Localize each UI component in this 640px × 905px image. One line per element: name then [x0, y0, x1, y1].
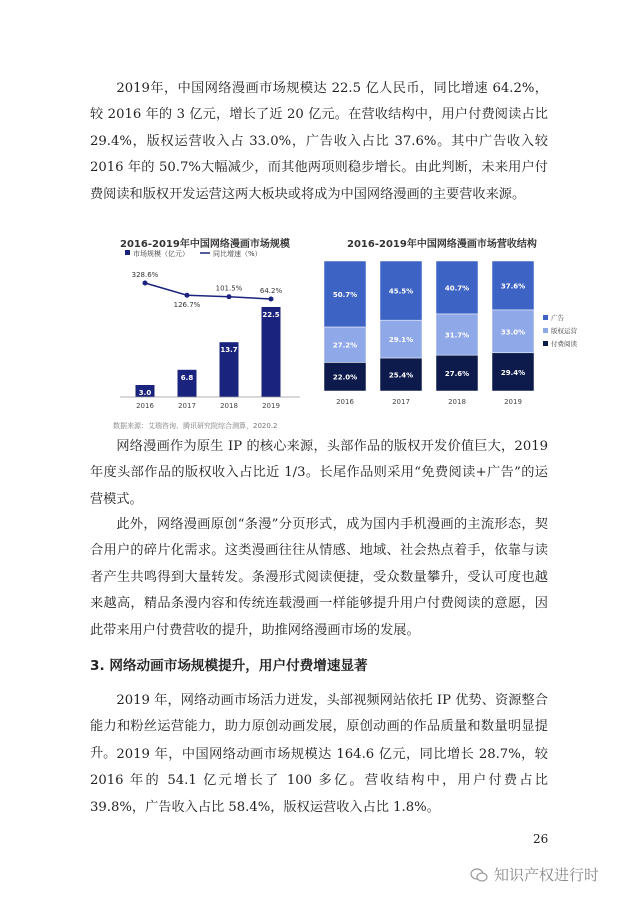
legend-bar-swatch: [125, 250, 130, 255]
seg-label-付费阅读-2017: 25.4%: [388, 371, 414, 380]
wechat-icon: [470, 868, 488, 882]
seg-label-广告-2018: 40.7%: [444, 284, 470, 293]
growth-label-2018: 101.5%: [215, 284, 243, 293]
market-size-chart: [105, 247, 305, 415]
legend-swatch-版权运营: [543, 328, 548, 333]
seg-label-版权运营-2016: 27.2%: [332, 341, 358, 350]
page-number: 26: [533, 832, 549, 846]
seg-label-版权运营-2018: 31.7%: [444, 331, 470, 340]
bar-label-2018: 13.7: [220, 346, 238, 355]
seg-label-广告-2017: 45.5%: [388, 287, 414, 296]
bar-label-2019: 22.5: [262, 311, 280, 319]
growth-label-2016: 328.6%: [131, 271, 159, 279]
growth-point-2019: [269, 297, 274, 302]
paragraph-5: 2019 年，中国网络动画市场规模达 164.6 亿元，同比增长 28.7%，较 2016 年的 54.1 亿元增长了 100 多亿。营收结构中，用户付费占比 39.8%，广告收入占比 58.4%，版权运营收入占比 1.8%。: [90, 747, 548, 815]
x-tick-2017: 2017: [178, 402, 196, 410]
x-tick-2019: 2019: [504, 398, 522, 406]
growth-point-2016: [143, 281, 148, 286]
section-heading: 3. 网络动画市场规模提升，用户付费增速显著: [90, 658, 368, 674]
seg-label-版权运营-2019: 33.0%: [500, 328, 526, 337]
x-tick-2016: 2016: [136, 402, 154, 410]
seg-label-付费阅读-2019: 29.4%: [500, 368, 526, 377]
growth-point-2018: [227, 294, 232, 299]
growth-point-2017: [185, 293, 190, 298]
x-tick-2018: 2018: [448, 398, 466, 406]
chart1-source: 数据来源：艾瑞咨询、腾讯研究院综合测算，2020.2: [113, 422, 278, 430]
legend-line-label: 同比增速（%）: [213, 250, 262, 258]
bar-label-2017: 6.8: [180, 373, 194, 382]
legend-label-广告: 广告: [551, 314, 564, 322]
legend-swatch-广告: [543, 315, 548, 320]
legend-swatch-付费阅读: [543, 341, 548, 346]
chart1-title: 2016-2019年中国网络漫画市场规模: [120, 239, 290, 250]
growth-label-2017: 126.7%: [173, 301, 201, 310]
seg-label-广告-2016: 50.7%: [332, 290, 358, 299]
x-tick-2017: 2017: [392, 398, 410, 406]
paragraph-4: 2019 年，网络动画市场活力迸发，头部视频网站依托 IP 优势、资源整合能力和粉丝运营能力，助力原创动画发展，原创动画的作品质量和数量明显提升。: [90, 693, 548, 761]
paragraph-2: 网络漫画作为原生 IP 的核心来源，头部作品的版权开发价值巨大，2019 年度头部作品的版权收入占比近 1/3。长尾作品则采用“免费阅读+广告”的运营模式。: [90, 439, 548, 507]
growth-label-2019: 64.2%: [259, 287, 283, 295]
watermark-text: 知识产权进行时: [494, 866, 600, 884]
bar-2019: [262, 307, 281, 397]
chart2-title: 2016-2019年中国网络漫画市场营收结构: [347, 239, 537, 250]
revenue-structure-chart: [323, 253, 577, 423]
x-tick-2019: 2019: [262, 402, 280, 410]
seg-label-版权运营-2017: 29.1%: [388, 336, 414, 345]
seg-label-付费阅读-2016: 22.0%: [332, 373, 358, 382]
paragraph-3: 此外，网络漫画原创“条漫”分页形式，成为国内手机漫画的主流形态，契合用户的碎片化需求。这类漫画往往从情感、地域、社会热点着手，依靠与读者产生共鸣得到大量转发。条漫形式阅读便捷，受众数量攀升，受认可度也越来越高，精品条漫内容和传统连载漫画一样能够提升用户付费阅读的意愿，因此带来用户付费营收的提升，助推网络漫画市场的发展。: [90, 517, 548, 638]
x-tick-2016: 2016: [336, 398, 354, 406]
growth-line: [145, 283, 271, 299]
legend-bar-label: 市场规模（亿元）: [133, 250, 189, 258]
legend-label-版权运营: 版权运营: [551, 327, 577, 335]
watermark: [470, 864, 599, 885]
bar-label-2016: 3.0: [138, 389, 152, 397]
legend-label-付费阅读: 付费阅读: [551, 340, 577, 348]
x-tick-2018: 2018: [220, 402, 238, 410]
seg-label-付费阅读-2018: 27.6%: [444, 370, 470, 379]
paragraph-1: 2019年，中国网络漫画市场规模达 22.5 亿人民币，同比增速 64.2%，较 2016 年的 3 亿元，增长了近 20 亿元。在营收结构中，用户付费阅读占比 29.4%，版权运营收入占 33.0%，广告收入占比 37.6%。其中广告收入较 2016 年的 50.7%大幅减少，而其他两项则稳步增长。由此判断，未来用户付费阅读和版权开发运营这两大板块或将成为中国网络漫画的主要营收来源。: [90, 81, 548, 202]
seg-label-广告-2019: 37.6%: [500, 282, 526, 291]
